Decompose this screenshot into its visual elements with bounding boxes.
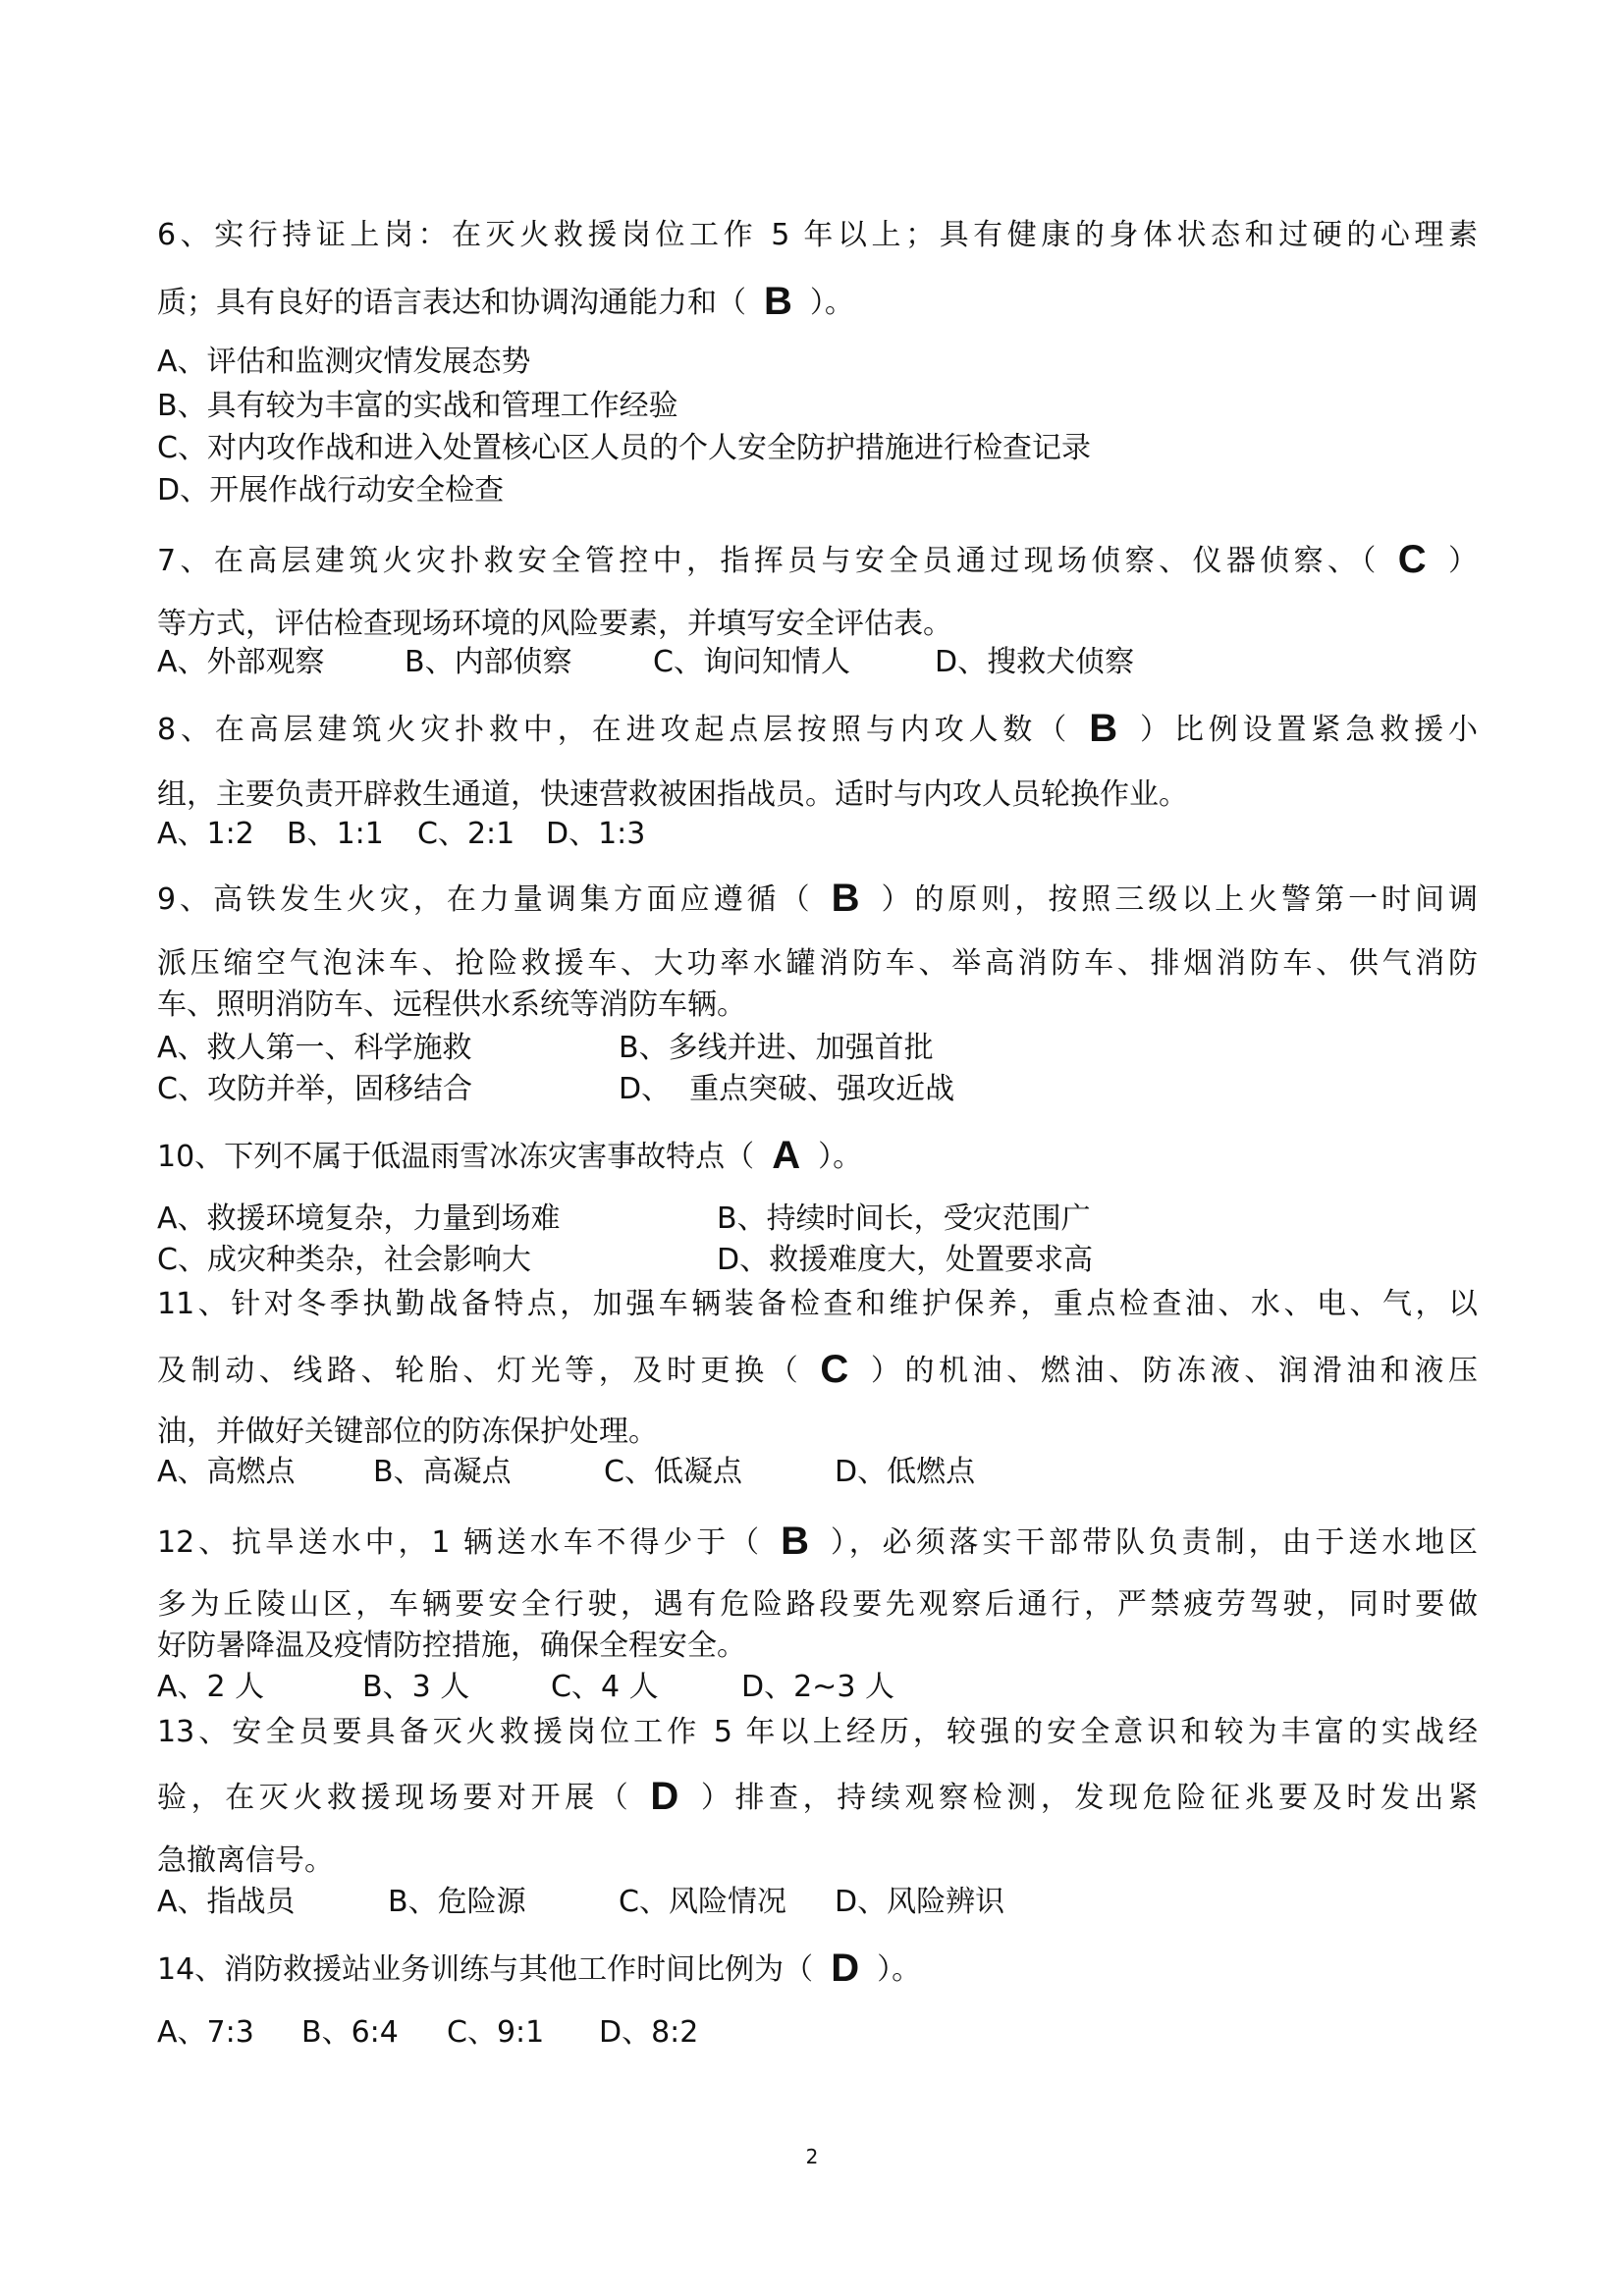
answer-letter: D [831,1947,860,1990]
answer-letter: C [820,1350,849,1389]
option-a: A、7:3 [157,2015,254,2050]
answer-letter: B [764,280,792,323]
answer-letter: B [1089,709,1118,748]
option-b: B、1:1 [287,817,384,851]
option-c: C、低凝点 [604,1455,742,1489]
stem-text: ）排查，持续观察检测，发现危险征兆要及时发出紧 [696,1781,1478,1815]
question-9-line-1 [157,879,1478,918]
option-d: D、救援难度大，处置要求高 [717,1243,1094,1277]
options-row [0,1453,1624,1492]
options-row [0,643,1624,682]
option-b: B、内部侦察 [405,645,572,679]
question-12-line-3: 好防暑降温及疫情防控措施，确保全程安全。 [157,1629,746,1663]
stem-text: 质；具有良好的语言表达和协调沟通能力和（ [157,286,746,320]
option-c: C、4 人 [551,1670,659,1704]
stem-text: 12、抗旱送水中，1 辆送水车不得少于（ [157,1525,764,1560]
question-8-line-1 [157,709,1478,748]
option-c: C、对内攻作战和进入处置核心区人员的个人安全防护措施进行检查记录 [157,431,1091,465]
question-7-line-2: 等方式，评估检查现场环境的风险要素，并填写安全评估表。 [157,607,952,641]
question-13-line-3: 急撤离信号。 [157,1843,334,1878]
question-13-line-2 [157,1777,1478,1816]
question-11-line-3: 油，并做好关键部位的防冻保护处理。 [157,1415,658,1449]
question-6-line-2 [157,282,854,323]
options-row [0,1070,1624,1109]
stem-text: 及制动、线路、轮胎、灯光等，及时更换（ [157,1354,803,1388]
options-row [0,1029,1624,1068]
options-row [0,2013,1624,2053]
question-10-line-1 [157,1136,862,1177]
stem-text: ）的原则，按照三级以上火警第一时间调 [877,882,1478,917]
stem-text: 14、消防救援站业务训练与其他工作时间比例为（ [157,1952,814,1987]
option-b: B、具有较为丰富的实战和管理工作经验 [157,389,678,423]
option-a: A、高燃点 [157,1455,296,1489]
option-d: D、2~3 人 [741,1670,894,1704]
option-c: C、询问知情人 [653,645,850,679]
question-13-line-1: 13、安全员要具备灭火救援岗位工作 5 年以上经历，较强的安全意识和较为丰富的实战经 [157,1715,1478,1749]
question-11-line-2 [157,1350,1478,1389]
question-12-line-1 [157,1522,1478,1561]
options-row [0,815,1624,854]
stem-text: ）。 [877,1952,922,1987]
question-8-line-2: 组，主要负责开辟救生通道，快速营救被困指战员。适时与内攻人员轮换作业。 [157,777,1188,812]
option-a: A、指战员 [157,1885,296,1919]
stem-text: 9、高铁发生火灾，在力量调集方面应遵循（ [157,882,814,917]
stem-text: 7、在高层建筑火灾扑救安全管控中，指挥员与安全员通过现场侦察、仪器侦察、（ [157,544,1380,578]
option-b: B、高凝点 [373,1455,512,1489]
option-b: B、6:4 [301,2015,399,2050]
question-11-line-1: 11、针对冬季执勤战备特点，加强车辆装备检查和维护保养，重点检查油、水、电、气，以 [157,1287,1478,1321]
option-a: A、外部观察 [157,645,325,679]
stem-text: ）。 [809,286,854,320]
options-row [0,1200,1624,1239]
option-d: D、1:3 [546,817,646,851]
option-c: C、2:1 [417,817,515,851]
stem-text: ）比例设置紧急救援小 [1135,713,1478,747]
stem-text: 10、下列不属于低温雨雪冰冻灾害事故特点（ [157,1140,755,1174]
options-row [0,1668,1624,1707]
answer-letter: A [772,1134,801,1177]
option-a: A、评估和监测灾情发展态势 [157,345,531,379]
option-c: C、成灾种类杂，社会影响大 [157,1243,531,1277]
question-9-line-2: 派压缩空气泡沫车、抢险救援车、大功率水罐消防车、举高消防车、排烟消防车、供气消防 [157,946,1478,981]
answer-letter: B [781,1522,809,1561]
option-c: C、风险情况 [619,1885,786,1919]
stem-text: 验，在灭火救援现场要对开展（ [157,1781,633,1815]
option-a: A、2 人 [157,1670,265,1704]
stem-text: ），必须落实干部带队负责制，由于送水地区 [826,1525,1478,1560]
option-b: B、危险源 [388,1885,526,1919]
option-d: D、8:2 [599,2015,699,2050]
options-row [0,1883,1624,1922]
option-c: C、攻防并举，固移结合 [157,1072,472,1106]
option-b: B、多线并进、加强首批 [619,1031,934,1065]
option-d: D、风险辨识 [835,1885,1005,1919]
option-a: A、救人第一、科学施救 [157,1031,472,1065]
answer-letter: D [650,1777,679,1816]
options-row [0,1241,1624,1280]
option-d: D、搜救犬侦察 [935,645,1135,679]
answer-letter: C [1397,540,1427,579]
stem-text: ） [1443,544,1478,578]
question-12-line-2: 多为丘陵山区，车辆要安全行驶，遇有危险路段要先观察后通行，严禁疲劳驾驶，同时要做 [157,1587,1478,1622]
option-a: A、1:2 [157,817,254,851]
question-14-line-1 [157,1949,921,1990]
page-number: 2 [805,2145,819,2168]
option-a: A、救援环境复杂，力量到场难 [157,1201,561,1236]
option-d: D、 重点突破、强攻近战 [619,1072,955,1106]
option-d: D、低燃点 [835,1455,976,1489]
stem-text: ）。 [818,1140,863,1174]
option-b: B、持续时间长，受灾范围广 [717,1201,1091,1236]
option-c: C、9:1 [447,2015,545,2050]
question-9-line-3: 车、照明消防车、远程供水系统等消防车辆。 [157,988,746,1022]
question-6-line-1: 6、实行持证上岗：在灭火救援岗位工作 5 年以上；具有健康的身体状态和过硬的心理素 [157,218,1478,252]
stem-text: 8、在高层建筑火灾扑救中，在进攻起点层按照与内攻人数（ [157,713,1072,747]
question-7-line-1 [157,540,1478,579]
answer-letter: B [831,879,860,918]
option-b: B、3 人 [362,1670,470,1704]
stem-text: ）的机油、燃油、防冻液、润滑油和液压 [866,1354,1478,1388]
option-d: D、开展作战行动安全检查 [157,473,505,507]
